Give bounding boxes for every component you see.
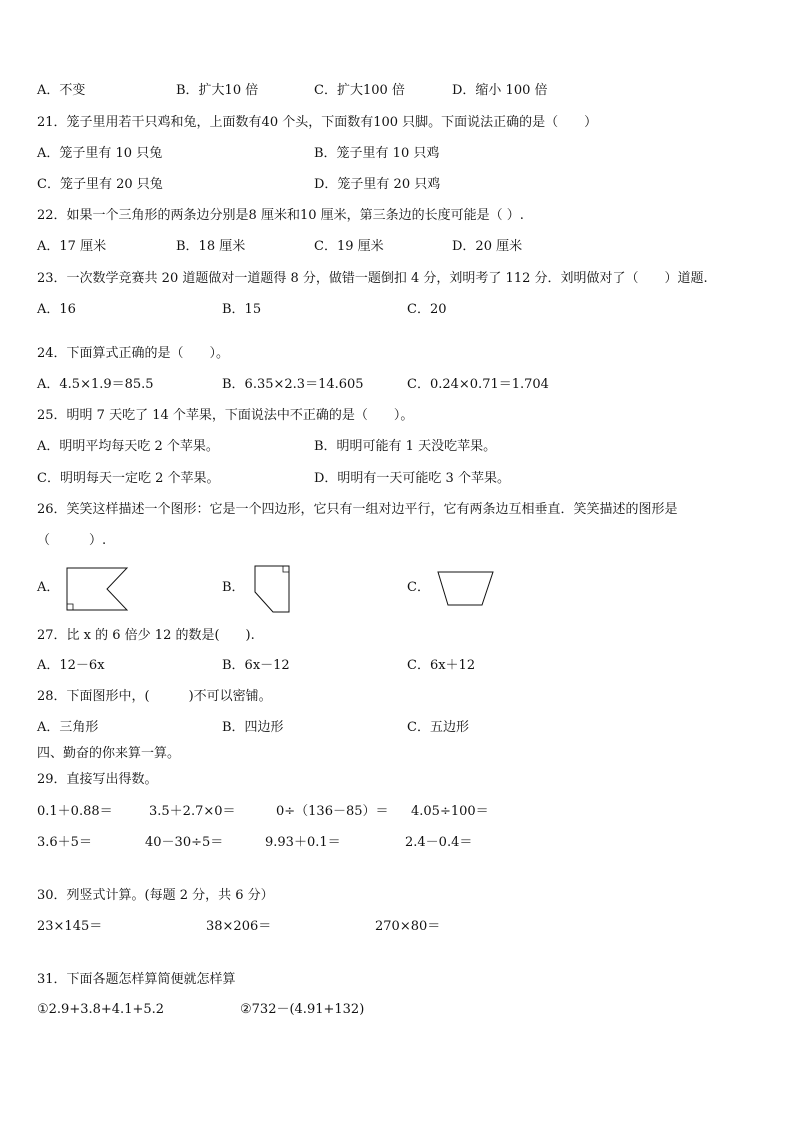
q20-options — [0, 81, 794, 101]
q29-item: 2.4－0.4＝ — [405, 835, 473, 850]
q22-question: 22．如果一个三角形的两条边分别是8 厘米和10 厘米，第三条边的长度可能是（ ）. — [37, 208, 524, 223]
q25-option-a: A．明明平均每天吃 2 个苹果。 — [37, 439, 219, 454]
q20-option-d: D．缩小 100 倍 — [452, 83, 548, 98]
q29-item: 4.05÷100＝ — [411, 804, 489, 819]
q26-question-cont: （ ）. — [37, 533, 107, 548]
q30-item: 270×80＝ — [375, 919, 441, 934]
q29-question: 29．直接写出得数。 — [37, 772, 158, 787]
q31-question: 31．下面各题怎样算简便就怎样算 — [37, 972, 236, 987]
q28-option-a: A．三角形 — [37, 720, 99, 735]
q20-option-b: B．扩大10 倍 — [176, 83, 259, 98]
q27-question: 27．比 x 的 6 倍少 12 的数是( ). — [37, 628, 255, 643]
q30-item: 38×206＝ — [206, 919, 272, 934]
q31-item: ②732－(4.91+132) — [240, 1002, 365, 1017]
q21-question: 21．笼子里用若干只鸡和兔，上面数有40 个头，下面数有100 只脚。下面说法正确的是（ ） — [37, 115, 598, 130]
q29-item: 40－30÷5＝ — [145, 835, 224, 850]
shape-c-figure — [437, 571, 495, 607]
q26-option-c: C． — [407, 580, 430, 595]
q30-question: 30．列竖式计算。(每题 2 分，共 6 分） — [37, 888, 274, 903]
q26-option-b: B． — [222, 580, 245, 595]
q22-option-c: C．19 厘米 — [314, 239, 384, 254]
q25-option-d: D．明明有一天可能吃 3 个苹果。 — [314, 471, 510, 486]
section-title: 四、勤奋的你来算一算。 — [37, 746, 181, 761]
q25-option-b: B．明明可能有 1 天没吃苹果。 — [314, 439, 497, 454]
q23-question: 23．一次数学竞赛共 20 道题做对一道题得 8 分，做错一题倒扣 4 分，刘明考了 112 分．刘明做对了（ ）道题. — [37, 271, 708, 286]
q29-item: 3.5＋2.7×0＝ — [149, 804, 236, 819]
q21-option-d: D．笼子里有 20 只鸡 — [314, 177, 441, 192]
q22-option-d: D．20 厘米 — [452, 239, 523, 254]
q21-option-c: C．笼子里有 20 只兔 — [37, 177, 163, 192]
q27-option-a: A．12－6x — [37, 658, 105, 673]
q22-option-b: B．18 厘米 — [176, 239, 246, 254]
q28-option-b: B．四边形 — [222, 720, 284, 735]
q24-question: 24．下面算式正确的是（ ）。 — [37, 346, 230, 361]
q29-item: 9.93＋0.1＝ — [265, 835, 341, 850]
q24-option-c: C．0.24×0.71＝1.704 — [407, 377, 549, 392]
q24-option-b: B．6.35×2.3＝14.605 — [222, 377, 364, 392]
q24-option-a: A．4.5×1.9＝85.5 — [37, 377, 154, 392]
q30-item: 23×145＝ — [37, 919, 103, 934]
q26-option-a: A． — [37, 580, 60, 595]
q28-option-c: C．五边形 — [407, 720, 469, 735]
q23-option-a: A．16 — [37, 302, 76, 317]
q26-question: 26．笑笑这样描述一个图形：它是一个四边形，它只有一组对边平行，它有两条边互相垂直．笑笑描述的图形是 — [37, 502, 678, 517]
q22-option-a: A．17 厘米 — [37, 239, 107, 254]
q27-option-c: C．6x＋12 — [407, 658, 476, 673]
shape-b-figure — [254, 565, 292, 615]
q21-option-a: A．笼子里有 10 只兔 — [37, 146, 163, 161]
q23-option-b: B．15 — [222, 302, 262, 317]
q23-option-c: C．20 — [407, 302, 447, 317]
q27-option-b: B．6x－12 — [222, 658, 290, 673]
q31-item: ①2.9+3.8+4.1+5.2 — [37, 1002, 165, 1017]
q29-item: 0÷（136－85）＝ — [276, 804, 389, 819]
q29-item: 0.1＋0.88＝ — [37, 804, 113, 819]
q20-option-c: C．扩大100 倍 — [314, 83, 405, 98]
q25-question: 25．明明 7 天吃了 14 个苹果，下面说法中不正确的是（ ）。 — [37, 408, 414, 423]
q28-question: 28．下面图形中，( )不可以密铺。 — [37, 689, 272, 704]
q29-item: 3.6＋5＝ — [37, 835, 92, 850]
q25-option-c: C．明明每天一定吃 2 个苹果。 — [37, 471, 220, 486]
q21-option-b: B．笼子里有 10 只鸡 — [314, 146, 440, 161]
q20-option-a: A．不变 — [37, 83, 86, 98]
shape-a-figure — [66, 567, 130, 613]
